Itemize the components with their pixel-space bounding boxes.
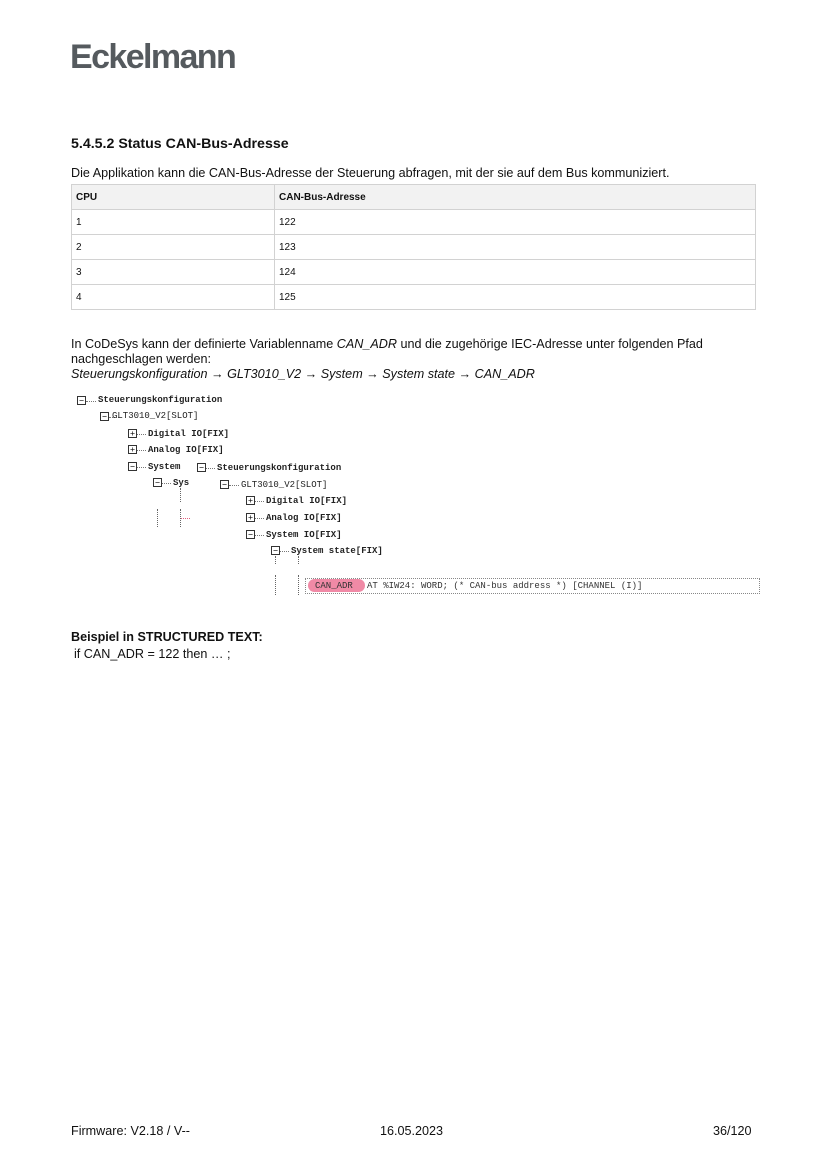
tree-node-root: Steuerungskonfiguration	[98, 395, 223, 405]
company-logo: Eckelmann	[70, 38, 236, 76]
table-row	[72, 210, 756, 235]
table-header-row	[72, 185, 756, 210]
collapse-icon: −	[220, 480, 229, 489]
tree-node-digital-front: Digital IO[FIX]	[266, 496, 348, 506]
address-cell: 123	[275, 235, 756, 260]
codesys-config-tree-screenshot	[0, 392, 827, 602]
tree-node-slot-front: GLT3010_V2[SLOT]	[241, 480, 328, 490]
column-header-cpu: CPU	[72, 185, 275, 210]
collapse-icon: −	[271, 546, 280, 555]
cpu-cell: 3	[72, 260, 275, 285]
codesys-paragraph	[71, 337, 761, 382]
column-header-can-address: CAN-Bus-Adresse	[275, 185, 756, 210]
expand-icon: +	[128, 445, 137, 454]
codesys-var-name: CAN_ADR	[336, 337, 397, 351]
tree-node-can-adr: CAN_ADR	[315, 581, 353, 591]
cpu-cell: 1	[72, 210, 275, 235]
collapse-icon: −	[153, 478, 162, 487]
table-row	[72, 285, 756, 310]
tree-node-analog: Analog IO[FIX]	[148, 445, 224, 455]
collapse-icon: −	[128, 462, 137, 471]
codesys-path: Steuerungskonfiguration → GLT3010_V2 → System → System state → CAN_ADR	[71, 367, 535, 381]
example-label: Beispiel in STRUCTURED TEXT:	[71, 630, 263, 644]
footer-firmware: Firmware: V2.18 / V--	[71, 1124, 190, 1138]
address-cell: 122	[275, 210, 756, 235]
tree-node-system-state: System state[FIX]	[291, 546, 383, 556]
cpu-cell: 2	[72, 235, 275, 260]
tree-node-slot: GLT3010_V2[SLOT]	[112, 411, 199, 421]
section-intro: Die Applikation kann die CAN-Bus-Adresse der Steuerung abfragen, mit der sie auf dem Bus kommuniziert.	[71, 166, 670, 180]
tree-node-root-front: Steuerungskonfiguration	[217, 463, 342, 473]
codesys-text-before: In CoDeSys kann der definierte Variablenname	[71, 337, 337, 351]
example-code: if CAN_ADR = 122 then … ;	[74, 647, 231, 661]
expand-icon: +	[128, 429, 137, 438]
tree-node-system: System	[148, 462, 181, 472]
expand-icon: +	[246, 513, 255, 522]
cpu-cell: 4	[72, 285, 275, 310]
tree-node-sys: Sys	[173, 478, 190, 488]
tree-node-analog-front: Analog IO[FIX]	[266, 513, 342, 523]
section-heading: 5.4.5.2 Status CAN-Bus-Adresse	[71, 136, 289, 152]
address-cell: 124	[275, 260, 756, 285]
address-cell: 125	[275, 285, 756, 310]
collapse-icon: −	[197, 463, 206, 472]
footer-page-number: 36/120	[713, 1124, 752, 1138]
footer-date: 16.05.2023	[380, 1124, 444, 1138]
tree-node-system-front: System IO[FIX]	[266, 530, 342, 540]
collapse-icon: −	[77, 396, 86, 405]
can-address-table	[71, 184, 756, 310]
collapse-icon: −	[100, 412, 109, 421]
codesys-text-after: und die zugehörige IEC-Adresse unter folgenden Pfad nachgeschlagen werden:	[71, 337, 703, 366]
tree-node-can-adr-declaration: AT %IW24: WORD; (* CAN-bus address *) [CHANNEL (I)]	[367, 581, 643, 591]
table-row	[72, 235, 756, 260]
tree-node-digital: Digital IO[FIX]	[148, 429, 230, 439]
collapse-icon: −	[246, 530, 255, 539]
table-row	[72, 260, 756, 285]
expand-icon: +	[246, 496, 255, 505]
